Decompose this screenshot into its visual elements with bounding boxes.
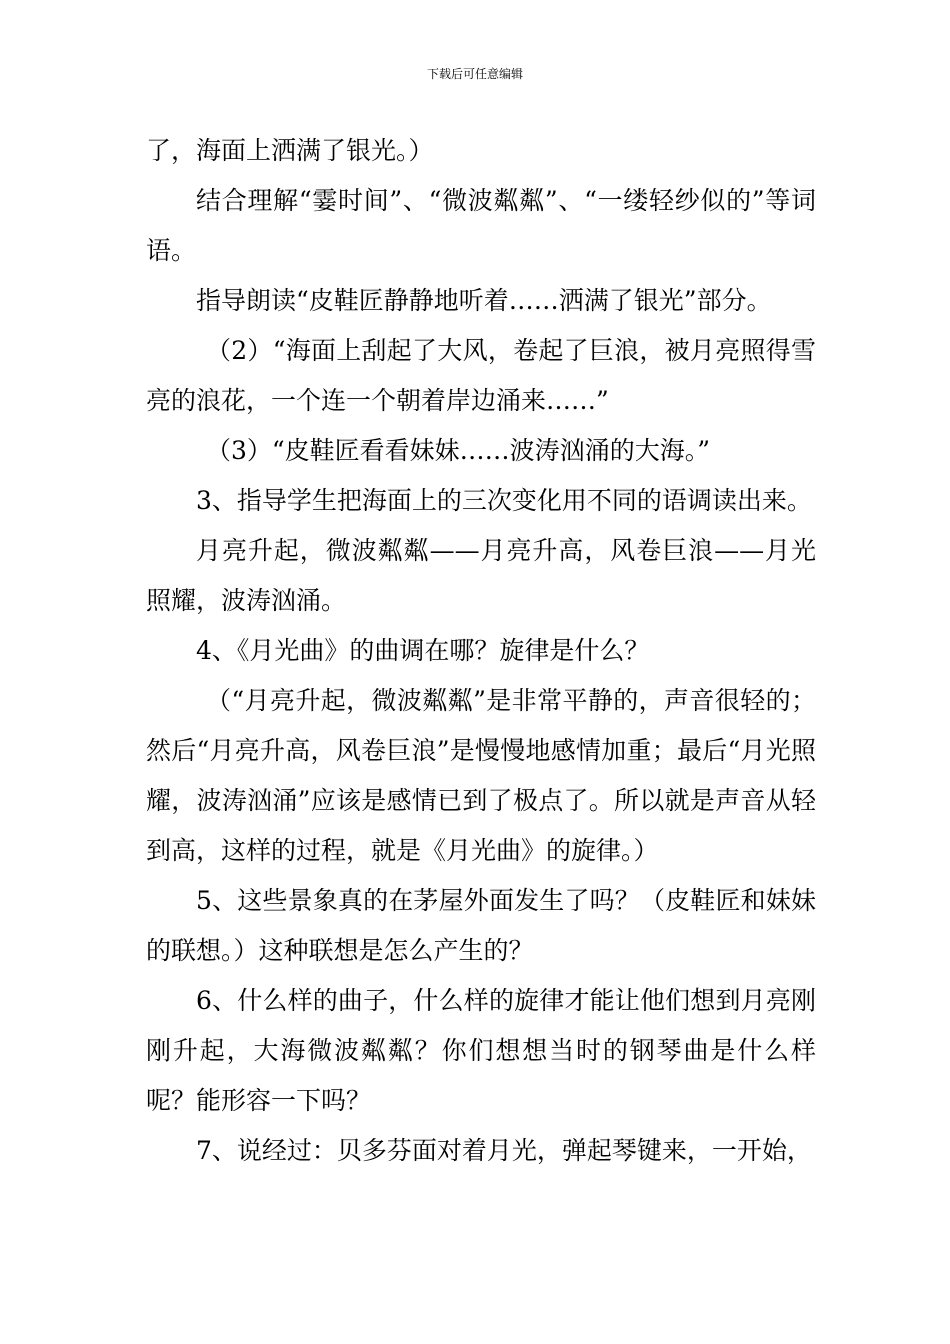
paragraph-7: 月亮升起，微波粼粼——月亮升高，风卷巨浪——月光照耀，波涛汹涌。 <box>146 536 816 615</box>
paragraph-10: 5、这些景象真的在茅屋外面发生了吗？（皮鞋匠和妹妹的联想。）这种联想是怎么产生的？ <box>146 886 816 965</box>
page-header: 下载后可任意编辑 <box>426 67 523 81</box>
paragraph-5: （3）“皮鞋匠看看妹妹……波涛汹涌的大海。” <box>206 436 710 465</box>
paragraph-8: 4、《月光曲》的曲调在哪？旋律是什么？ <box>196 636 650 665</box>
paragraph-1: 了，海面上洒满了银光。） <box>146 136 434 165</box>
paragraph-12: 7、说经过：贝多芬面对着月光，弹起琴键来，一开始， <box>196 1136 812 1165</box>
document-body <box>146 126 816 1176</box>
paragraph-3: 指导朗读“皮鞋匠静静地听着……洒满了银光”部分。 <box>196 286 772 315</box>
paragraph-4: （2）“海面上刮起了大风，卷起了巨浪，被月亮照得雪亮的浪花，一个连一个朝着岸边涌来……” <box>146 336 816 415</box>
paragraph-2: 结合理解“霎时间”、“微波粼粼”、“一缕轻纱似的”等词语。 <box>146 186 816 265</box>
paragraph-11: 6、什么样的曲子，什么样的旋律才能让他们想到月亮刚刚升起，大海微波粼粼？你们想想当时的钢琴曲是什么样呢？能形容一下吗？ <box>146 986 816 1115</box>
paragraph-9: （“月亮升起，微波粼粼”是非常平静的，声音很轻的；然后“月亮升高，风卷巨浪”是慢慢地感情加重；最后“月光照耀，波涛汹涌”应该是感情已到了极点了。所以就是声音从轻到高，这样的过程，就是《月光曲》的旋律。） <box>146 686 816 865</box>
paragraph-6: 3、指导学生把海面上的三次变化用不同的语调读出来。 <box>196 486 812 515</box>
